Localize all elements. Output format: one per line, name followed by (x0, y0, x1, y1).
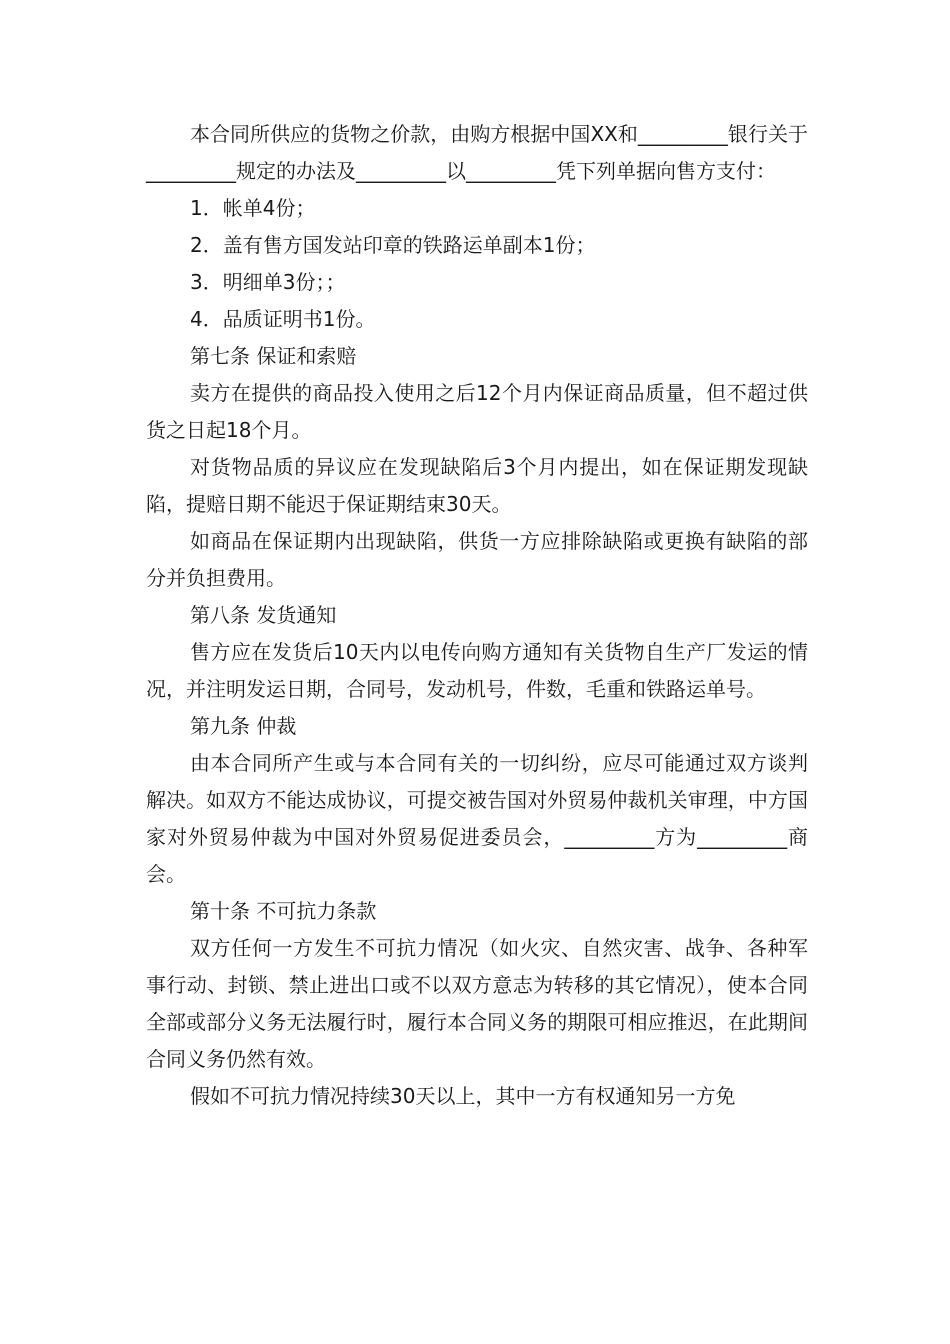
list-item: 4．品质证明书1份。 (190, 307, 376, 331)
section-heading-article-10: 第十条 不可抗力条款 (190, 899, 377, 923)
quality-objection-paragraph: 对货物品质的异议应在发现缺陷后3个月内提出，如在保证期发现缺陷，提赔日期不能迟于保证期结束30天。 (146, 455, 808, 516)
document-page (146, 116, 808, 1115)
list-item: 3．明细单3份；； (190, 270, 346, 294)
section-heading-article-7: 第七条 保证和索赔 (190, 344, 357, 368)
force-majeure-duration-paragraph: 假如不可抗力情况持续30天以上，其中一方有权通知另一方免 (190, 1084, 736, 1108)
arbitration-paragraph: 由本合同所产生或与本合同有关的一切纠纷，应尽可能通过双方谈判解决。如双方不能达成协议，可提交被告国对外贸易仲裁机关审理，中方国家对外贸易仲裁为中国对外贸易促进委员会，_________方为_________商会。 (146, 751, 808, 886)
list-item: 2．盖有售方国发站印章的铁路运单副本1份； (190, 233, 596, 257)
section-heading-article-8: 第八条 发货通知 (190, 603, 337, 627)
section-heading-article-9: 第九条 仲裁 (190, 714, 297, 738)
payment-clause-paragraph: 本合同所供应的货物之价款，由购方根据中国XX和_________银行关于_________规定的办法及_________以_________凭下列单据向售方支付： (146, 122, 808, 183)
defect-remedy-paragraph: 如商品在保证期内出现缺陷，供货一方应排除缺陷或更换有缺陷的部分并负担费用。 (146, 529, 808, 590)
list-item: 1．帐单4份； (190, 196, 316, 220)
shipment-notice-paragraph: 售方应在发货后10天内以电传向购方通知有关货物自生产厂发运的情况，并注明发运日期，合同号，发动机号，件数，毛重和铁路运单号。 (146, 640, 808, 701)
warranty-paragraph: 卖方在提供的商品投入使用之后12个月内保证商品质量，但不超过供货之日起18个月。 (146, 381, 808, 442)
force-majeure-paragraph: 双方任何一方发生不可抗力情况（如火灾、自然灾害、战争、各种军事行动、封锁、禁止进出口或不以双方意志为转移的其它情况），使本合同全部或部分义务无法履行时，履行本合同义务的期限可相应推迟，在此期间合同义务仍然有效。 (146, 936, 808, 1071)
